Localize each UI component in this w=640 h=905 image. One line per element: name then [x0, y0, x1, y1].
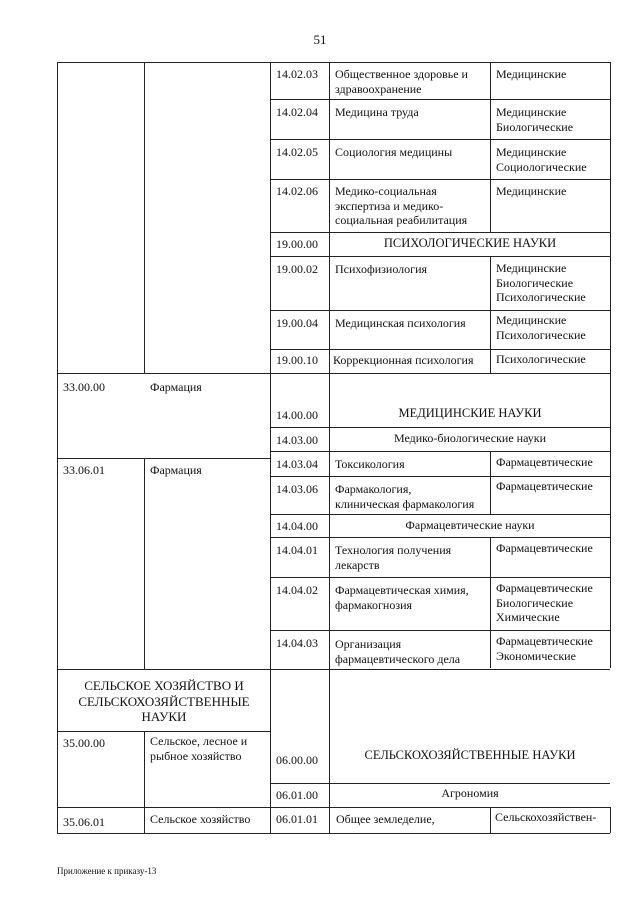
row-divider	[270, 783, 610, 784]
table-border-right	[610, 62, 611, 668]
science-group-heading: МЕДИЦИНСКИЕ НАУКИ	[398, 406, 542, 420]
specialty-name-cell: Фармакология, клиническая фармакология	[335, 482, 475, 511]
code-cell: 14.02.03	[276, 67, 318, 81]
science-group-heading: ПСИХОЛОГИЧЕСКИЕ НАУКИ	[383, 236, 557, 250]
section-heading: СЕЛЬСКОЕ ХОЗЯЙСТВО И СЕЛЬСКОХОЗЯЙСТВЕННЫЕ НАУКИ	[78, 678, 250, 724]
program-name-cell: Сельское, лесное и рыбное хозяйство	[150, 734, 248, 763]
code-cell: 14.03.00	[276, 433, 318, 447]
program-code-cell: 35.00.00	[63, 736, 105, 750]
science-group-heading: СЕЛЬСКОХОЗЯЙСТВЕННЫЕ НАУКИ	[364, 748, 576, 762]
column-divider	[270, 62, 271, 833]
code-cell: 14.02.04	[276, 105, 318, 119]
program-name-cell: Фармация	[150, 380, 202, 394]
code-cell: 19.00.00	[276, 237, 318, 251]
column-divider	[490, 807, 491, 833]
row-divider	[270, 179, 610, 180]
code-cell: 14.00.00	[276, 408, 318, 422]
science-field-cell: Фармацевтические	[496, 455, 593, 469]
science-field-cell: Медицинские Биологические Психологические	[496, 261, 586, 304]
specialty-name-cell: Технология получения лекарств	[335, 543, 452, 572]
column-divider	[144, 731, 145, 833]
science-field-cell: Фармацевтические	[496, 541, 593, 555]
science-field-cell: Медицинские Психологические	[496, 313, 586, 342]
science-field-cell: Медицинские	[496, 67, 567, 81]
table-border-top	[57, 62, 610, 63]
row-divider	[57, 731, 270, 732]
science-subgroup-heading: Фармацевтические науки	[405, 518, 535, 532]
footer-note: Приложение к приказу-13	[57, 866, 157, 876]
science-subgroup-heading: Агрономия	[441, 786, 499, 800]
specialty-name-cell: Коррекционная психология	[333, 353, 474, 367]
row-divider	[57, 669, 610, 670]
column-divider	[490, 451, 491, 514]
science-field-cell: Фармацевтические Экономические	[496, 634, 593, 663]
code-cell: 14.03.06	[276, 482, 318, 496]
program-code-cell: 33.06.01	[63, 463, 105, 477]
specialty-name-cell: Психофизиология	[335, 262, 428, 276]
row-divider	[57, 458, 270, 459]
column-divider	[144, 458, 145, 669]
column-divider	[490, 256, 491, 373]
code-cell: 06.00.00	[276, 753, 318, 767]
column-divider	[490, 537, 491, 668]
row-divider	[270, 99, 610, 100]
specialty-name-cell: Фармацевтическая химия, фармакогнозия	[335, 583, 469, 612]
row-divider	[270, 139, 610, 140]
column-divider	[329, 62, 330, 833]
code-cell: 19.00.02	[276, 262, 318, 276]
code-cell: 14.04.03	[276, 636, 318, 650]
row-divider	[270, 476, 610, 477]
column-divider	[144, 62, 145, 373]
table-border-bottom	[57, 833, 610, 834]
science-field-cell: Медицинские Биологические	[496, 105, 574, 134]
program-code-cell: 33.00.00	[63, 380, 105, 394]
row-divider	[57, 807, 610, 808]
row-divider	[270, 451, 610, 452]
row-divider	[270, 232, 610, 233]
row-divider	[270, 514, 610, 515]
science-field-cell: Медицинские	[496, 184, 567, 198]
column-divider	[490, 62, 491, 232]
code-cell: 14.02.05	[276, 145, 318, 159]
specialty-name-cell: Медицинская психология	[335, 316, 466, 330]
code-cell: 19.00.10	[276, 353, 318, 367]
page-number: 51	[313, 32, 327, 47]
code-cell: 14.04.00	[276, 519, 318, 533]
program-name-cell: Фармация	[150, 463, 202, 477]
specialty-name-cell: Общественное здоровье и здравоохранение	[335, 67, 468, 96]
row-divider	[270, 427, 610, 428]
row-divider	[270, 349, 610, 350]
code-cell: 14.04.02	[276, 583, 318, 597]
science-field-cell: Фармацевтические	[496, 479, 593, 493]
row-divider	[270, 577, 610, 578]
specialty-name-cell: Организация фармацевтического дела	[335, 637, 461, 666]
science-field-cell: Психологические	[496, 352, 586, 366]
row-divider	[270, 256, 610, 257]
code-cell: 14.03.04	[276, 457, 318, 471]
science-subgroup-heading: Медико-биологические науки	[393, 431, 547, 445]
table-border-right	[610, 807, 611, 833]
code-cell: 14.02.06	[276, 184, 318, 198]
code-cell: 06.01.01	[276, 812, 318, 826]
row-divider	[270, 310, 610, 311]
code-cell: 19.00.04	[276, 316, 318, 330]
row-divider	[270, 630, 610, 631]
program-code-cell: 35.06.01	[63, 815, 105, 829]
row-divider	[270, 537, 610, 538]
specialty-name-cell: Социология медицины	[335, 145, 453, 159]
science-field-cell: Фармацевтические Биологические Химические	[496, 581, 593, 624]
specialty-name-cell: Токсикология	[335, 457, 405, 471]
code-cell: 14.04.01	[276, 543, 318, 557]
science-field-cell: Медицинские Социологические	[496, 145, 587, 174]
row-divider	[57, 373, 610, 374]
specialty-name-cell: Медико-социальная экспертиза и медико- социальная реабилитация	[335, 184, 468, 227]
science-field-cell: Сельскохозяйствен-	[495, 810, 597, 824]
code-cell: 06.01.00	[276, 788, 318, 802]
specialty-name-cell: Общее земледелие,	[336, 812, 435, 826]
specialty-name-cell: Медицина труда	[335, 105, 419, 119]
program-name-cell: Сельское хозяйство	[150, 812, 251, 826]
